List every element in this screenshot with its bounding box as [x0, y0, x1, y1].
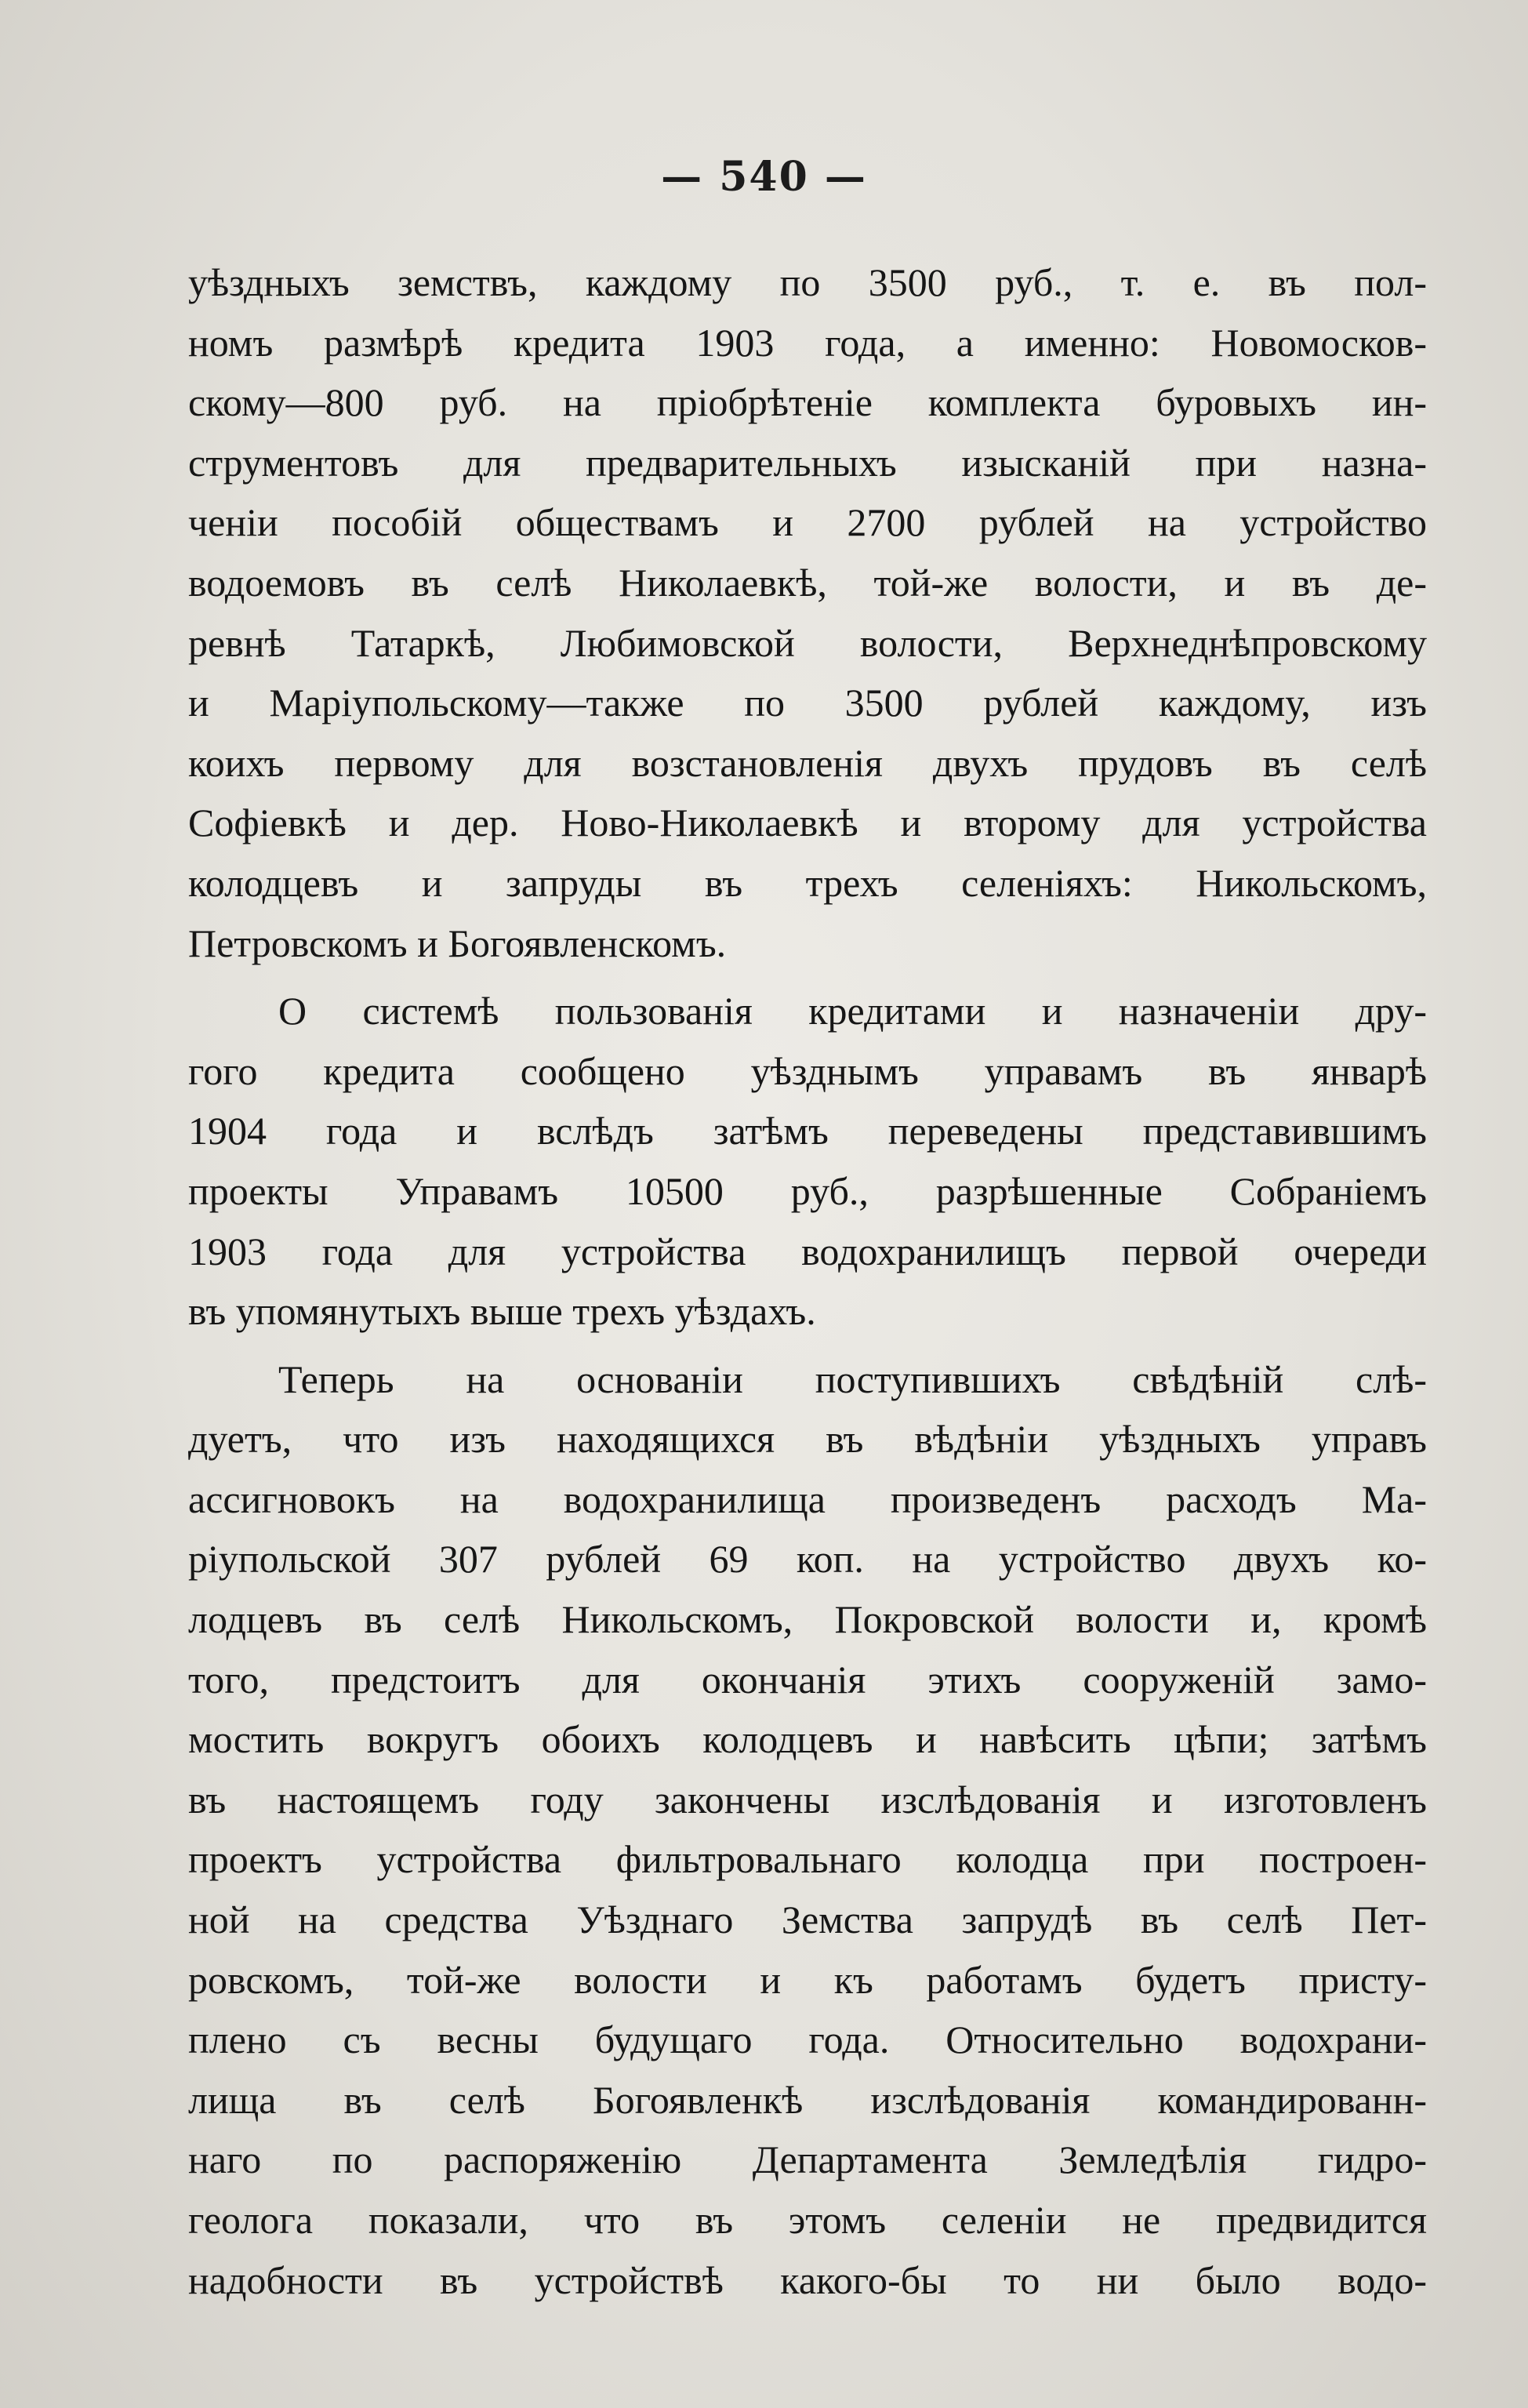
text-line: номъ размѣрѣ кредита 1903 года, а именно: Новомосков- [188, 320, 1427, 365]
text-line: проектъ устройства фильтровальнаго колодца при построен- [188, 1837, 1427, 1882]
text-line: ченіи пособій обществамъ и 2700 рублей на устройство [188, 500, 1427, 545]
text-line: Теперь на основаніи поступившихъ свѣдѣній слѣ- [278, 1357, 1427, 1401]
text-line: колодцевъ и запруды въ трехъ селеніяхъ: Никольскомъ, [188, 860, 1427, 905]
text-line: мостить вокругъ обоихъ колодцевъ и навѣсить цѣпи; затѣмъ [188, 1717, 1427, 1762]
text-line: О системѣ пользованія кредитами и назначеніи дру- [278, 989, 1427, 1033]
text-line: скому—800 руб. на пріобрѣтеніе комплекта буровыхъ ин- [188, 380, 1427, 425]
text-line: лища въ селѣ Богоявленкѣ изслѣдованія командированн- [188, 2077, 1427, 2122]
text-line: и Маріупольскому—также по 3500 рублей каждому, изъ [188, 681, 1427, 725]
paragraph-1 [188, 252, 1427, 973]
paragraph-2 [188, 981, 1427, 1342]
text-line: гого кредита сообщено уѣзднымъ управамъ въ январѣ [188, 1048, 1427, 1093]
text-line: струментовъ для предварительныхъ изысканій при назна- [188, 440, 1427, 485]
text-line: дуетъ, что изъ находящихся въ вѣдѣніи уѣздныхъ управъ [188, 1417, 1427, 1462]
text-line: 1904 года и вслѣдъ затѣмъ переведены представившимъ [188, 1109, 1427, 1153]
text-line: наго по распоряженію Департамента Земледѣлія гидро- [188, 2137, 1427, 2182]
text-line: ассигновокъ на водохранилища произведенъ расходъ Ма- [188, 1476, 1427, 1521]
text-line: Петровскомъ и Богоявленскомъ. [188, 921, 727, 965]
text-line: ревнѣ Татаркѣ, Любимовской волости, Верхнеднѣпровскому [188, 620, 1427, 665]
text-line: ріупольской 307 рублей 69 коп. на устройство двухъ ко- [188, 1537, 1427, 1582]
text-line: въ настоящемъ году закончены изслѣдованія и изготовленъ [188, 1777, 1427, 1821]
text-line: уѣздныхъ земствъ, каждому по 3500 руб., т. е. въ пол- [188, 260, 1427, 304]
text-line: коихъ первому для возстановленія двухъ прудовъ въ селѣ [188, 740, 1427, 785]
text-line: 1903 года для устройства водохранилищъ первой очереди [188, 1229, 1427, 1273]
paragraph-3 [188, 1349, 1427, 2311]
text-line: водоемовъ въ селѣ Николаевкѣ, той-же волости, и въ де- [188, 560, 1427, 605]
text-line: плено съ весны будущаго года. Относительно водохрани- [188, 2018, 1427, 2062]
text-line: того, предстоитъ для окончанія этихъ сооруженій замо- [188, 1657, 1427, 1702]
text-line: геолога показали, что въ этомъ селеніи не предвидится [188, 2198, 1427, 2242]
text-line: лодцевъ въ селѣ Никольскомъ, Покровской волости и, кромѣ [188, 1597, 1427, 1642]
text-line: проекты Управамъ 10500 руб., разрѣшенные Собраніемъ [188, 1168, 1427, 1213]
text-line: надобности въ устройствѣ какого-бы то ни было водо- [188, 2257, 1427, 2302]
text-line: Софіевкѣ и дер. Ново-Николаевкѣ и второму для устройства [188, 801, 1427, 845]
text-line: въ упомянутыхъ выше трехъ уѣздахъ. [188, 1289, 816, 1334]
page-number: — 540 — [661, 153, 867, 201]
body-text [188, 252, 1427, 2310]
text-line: ровскомъ, той-же волости и къ работамъ будетъ присту- [188, 1957, 1427, 2002]
text-line: ной на средства Уѣзднаго Земства запрудѣ въ селѣ Пет- [188, 1898, 1427, 1942]
